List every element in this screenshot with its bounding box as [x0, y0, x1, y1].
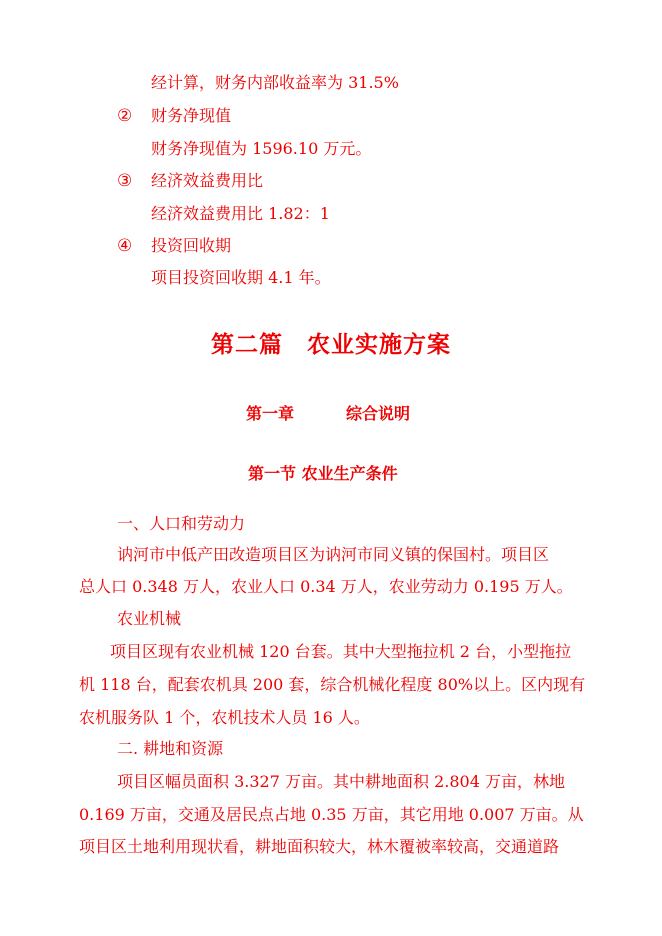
item-number: ③: [117, 171, 133, 191]
bcr-text: 经济效益费用比 1.82：1: [151, 204, 330, 223]
chapter-label: 第一章: [246, 404, 295, 423]
payback-text: 项目投资回收期 4.1 年。: [151, 268, 331, 287]
item-title: 经济效益费用比: [151, 171, 264, 190]
item-title: 投资回收期: [151, 236, 232, 255]
paragraph-line: 0.169 万亩，交通及居民点占地 0.35 万亩，其它用地 0.007 万亩。从: [79, 805, 584, 824]
population-heading: 一、人口和劳动力: [117, 514, 246, 533]
item-number: ④: [117, 236, 133, 256]
paragraph-line: 项目区土地利用现状看，耕地面积较大，林木覆被率较高，交通道路: [79, 837, 560, 856]
part-title: 第二篇 农业实施方案: [211, 331, 451, 358]
item-number: ②: [117, 106, 133, 126]
paragraph-line: 讷河市中低产田改造项目区为讷河市同义镇的保国村。项目区: [117, 545, 550, 564]
item-title: 财务净现值: [151, 106, 232, 125]
paragraph-line: 机 118 台，配套农机具 200 套，综合机械化程度 80%以上。区内现有: [79, 675, 586, 694]
land-heading: 二. 耕地和资源: [117, 739, 224, 758]
chapter-title: 综合说明: [346, 404, 411, 423]
irr-text: 经计算，财务内部收益率为 31.5%: [151, 73, 399, 92]
npv-text: 财务净现值为 1596.10 万元。: [151, 139, 372, 158]
paragraph-line: 农机服务队 1 个，农机技术人员 16 人。: [79, 708, 370, 727]
paragraph-line: 总人口 0.348 万人，农业人口 0.34 万人，农业劳动力 0.195 万人。: [79, 577, 573, 596]
section-title: 第一节 农业生产条件: [248, 464, 398, 483]
paragraph-line: 项目区幅员面积 3.327 万亩。其中耕地面积 2.804 万亩，林地: [117, 772, 565, 791]
paragraph-line: 项目区现有农业机械 120 台套。其中大型拖拉机 2 台，小型拖拉: [110, 642, 572, 661]
machinery-heading: 农业机械: [117, 609, 182, 628]
